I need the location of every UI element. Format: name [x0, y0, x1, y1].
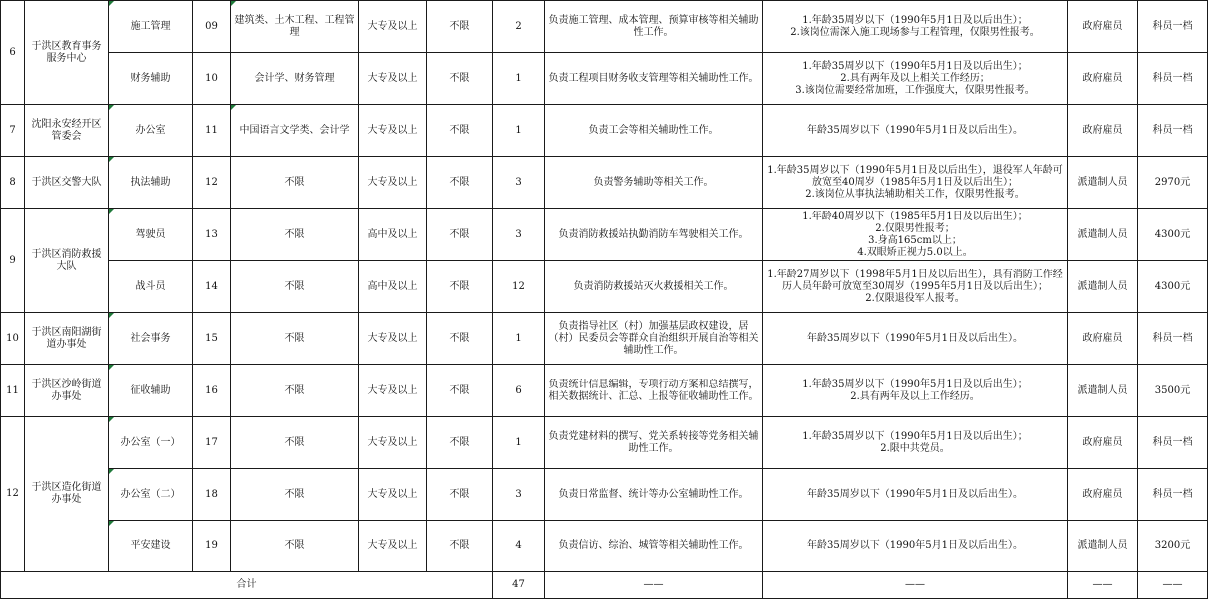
table-row: [1, 209, 1208, 261]
major-cell: 中国语言文学类、会计学: [231, 105, 359, 157]
table-row: [1, 417, 1208, 469]
num-cell: 6: [493, 365, 545, 417]
edu-cell: 大专及以上: [359, 53, 427, 105]
req-line: 2.该岗位需深入施工现场参与工程管理，仅限男性报考。: [790, 26, 1040, 38]
age-cell: 不限: [427, 53, 493, 105]
pay-cell: 科员一档: [1138, 313, 1208, 365]
type-cell: 政府雇员: [1068, 313, 1138, 365]
edu-cell: 大专及以上: [359, 469, 427, 521]
duty-text: 负责统计信息编辑，专项行动方案和总结撰写，相关数据统计、汇总、上报等征收辅助性工作。: [548, 378, 759, 402]
req-cell: [763, 521, 1068, 572]
duty-cell: 负责警务辅助等相关工作。: [545, 157, 763, 209]
seq-cell: 6: [1, 1, 25, 105]
type-cell: 派遣制人员: [1068, 209, 1138, 261]
pay-cell: 科员一档: [1138, 417, 1208, 469]
num-cell: 1: [493, 313, 545, 365]
type-cell: 政府雇员: [1068, 53, 1138, 105]
pay-cell: 科员一档: [1138, 105, 1208, 157]
req-line: 3.身高165cm以上；: [868, 234, 962, 246]
total-req-dash: ——: [763, 572, 1068, 599]
table-row: [1, 521, 1208, 572]
code-cell: 19: [193, 521, 231, 572]
req-cell: [763, 365, 1068, 417]
age-cell: 不限: [427, 157, 493, 209]
post-cell: 财务辅助: [109, 53, 193, 105]
major-cell: 不限: [231, 313, 359, 365]
req-line: 2.限中共党员。: [880, 442, 950, 454]
edu-cell: 大专及以上: [359, 521, 427, 572]
total-num: 47: [493, 572, 545, 599]
unit-cell: 于洪区交警大队: [25, 157, 109, 209]
table-row: [1, 261, 1208, 313]
duty-cell: 负责日常监督、统计等办公室辅助性工作。: [545, 469, 763, 521]
major-cell: 会计学、财务管理: [231, 53, 359, 105]
post-cell: 战斗员: [109, 261, 193, 313]
num-cell: 12: [493, 261, 545, 313]
num-cell: 3: [493, 157, 545, 209]
unit-cell: 沈阳永安经开区管委会: [25, 105, 109, 157]
code-cell: 09: [193, 1, 231, 53]
num-cell: 4: [493, 521, 545, 572]
req-cell: [763, 469, 1068, 521]
type-cell: 政府雇员: [1068, 469, 1138, 521]
type-cell: 政府雇员: [1068, 105, 1138, 157]
type-cell: 派遣制人员: [1068, 157, 1138, 209]
table-row: [1, 157, 1208, 209]
req-line: 3.该岗位需要经常加班，工作强度大，仅限男性报考。: [795, 84, 1035, 96]
post-cell: 平安建设: [109, 521, 193, 572]
req-cell: [763, 157, 1068, 209]
table-row: [1, 53, 1208, 105]
major-cell: 不限: [231, 365, 359, 417]
num-cell: 1: [493, 417, 545, 469]
code-cell: 18: [193, 469, 231, 521]
seq-cell: 9: [1, 209, 25, 313]
edu-cell: 高中及以上: [359, 261, 427, 313]
major-cell: 不限: [231, 417, 359, 469]
seq-cell: 12: [1, 417, 25, 572]
unit-cell: 于洪区造化街道办事处: [25, 417, 109, 572]
req-line: 1.年龄35周岁以下（1990年5月1日及以后出生）；: [802, 14, 1028, 26]
major-cell: 不限: [231, 469, 359, 521]
seq-cell: 11: [1, 365, 25, 417]
total-label: 合计: [1, 572, 493, 599]
req-line: 年龄35周岁以下（1990年5月1日及以后出生）。: [807, 540, 1023, 551]
req-cell: [763, 313, 1068, 365]
duty-cell: 负责消防救援站灭火救援相关工作。: [545, 261, 763, 313]
duty-cell: 负责党建材料的撰写、党关系转接等党务相关辅助性工作。: [545, 417, 763, 469]
duty-cell: 负责工会等相关辅助性工作。: [545, 105, 763, 157]
req-line: 年龄35周岁以下（1990年5月1日及以后出生）。: [807, 332, 1023, 344]
unit-cell: 于洪区消防救援大队: [25, 209, 109, 313]
age-cell: 不限: [427, 365, 493, 417]
total-type-dash: ——: [1068, 572, 1138, 599]
req-line: 1.年龄35周岁以下（1990年5月1日及以后出生）；: [802, 60, 1028, 72]
table-row: [1, 365, 1208, 417]
age-cell: 不限: [427, 105, 493, 157]
edu-cell: 大专及以上: [359, 157, 427, 209]
type-cell: 政府雇员: [1068, 417, 1138, 469]
post-cell: 办公室（一）: [109, 417, 193, 469]
major-cell: 不限: [231, 209, 359, 261]
req-cell: [763, 261, 1068, 313]
req-cell: [763, 105, 1068, 157]
num-cell: 3: [493, 469, 545, 521]
table-row: [1, 105, 1208, 157]
duty-cell: 负责消防救援站执勤消防车驾驶相关工作。: [545, 209, 763, 261]
age-cell: 不限: [427, 469, 493, 521]
duty-cell: 负责指导社区（村）加强基层政权建设，居（村）民委员会等群众自治组织开展自治等相关辅助性工作。: [545, 313, 763, 365]
req-cell: [763, 417, 1068, 469]
major-cell: 建筑类、土木工程、工程管理: [231, 1, 359, 53]
code-cell: 14: [193, 261, 231, 313]
pay-cell: 4300元: [1138, 261, 1208, 313]
duty-cell: 负责施工管理、成本管理、预算审核等相关辅助性工作。: [545, 1, 763, 53]
age-cell: 不限: [427, 313, 493, 365]
pay-cell: 2970元: [1138, 157, 1208, 209]
edu-cell: 大专及以上: [359, 105, 427, 157]
age-cell: 不限: [427, 1, 493, 53]
unit-cell: 于洪区南阳湖街道办事处: [25, 313, 109, 365]
table-row: [1, 1, 1208, 53]
post-cell: 执法辅助: [109, 157, 193, 209]
code-cell: 16: [193, 365, 231, 417]
table-row: [1, 469, 1208, 521]
pay-cell: 3200元: [1138, 521, 1208, 572]
req-line: 年龄35周岁以下（1990年5月1日及以后出生）。: [807, 124, 1023, 136]
unit-cell: 于洪区沙岭街道办事处: [25, 365, 109, 417]
num-cell: 3: [493, 209, 545, 261]
duty-cell: [545, 365, 763, 417]
table-row: [1, 313, 1208, 365]
age-cell: 不限: [427, 417, 493, 469]
req-line: 2.仅限男性报考；: [875, 222, 955, 234]
seq-cell: 10: [1, 313, 25, 365]
type-cell: 派遣制人员: [1068, 365, 1138, 417]
req-line: 4.双眼矫正视力5.0以上。: [857, 246, 973, 258]
req-line: 1.年龄35周岁以下（1990年5月1日及以后出生）；: [802, 378, 1028, 390]
edu-cell: 大专及以上: [359, 417, 427, 469]
unit-cell: 于洪区教育事务服务中心: [25, 1, 109, 105]
post-cell: 征收辅助: [109, 365, 193, 417]
edu-cell: 大专及以上: [359, 313, 427, 365]
seq-cell: 7: [1, 105, 25, 157]
code-cell: 11: [193, 105, 231, 157]
seq-cell: 8: [1, 157, 25, 209]
post-cell: 驾驶员: [109, 209, 193, 261]
code-cell: 13: [193, 209, 231, 261]
pay-cell: 4300元: [1138, 209, 1208, 261]
type-cell: 派遣制人员: [1068, 521, 1138, 572]
req-line: 2.具有两年及以上相关工作经历；: [840, 72, 990, 84]
req-line: 1.年龄35周岁以下（1990年5月1日及以后出生），退役军人年龄可放宽至40周岁（1985年5月1日及以后出生）；: [767, 164, 1063, 188]
age-cell: 不限: [427, 209, 493, 261]
req-cell: [763, 1, 1068, 53]
edu-cell: 大专及以上: [359, 1, 427, 53]
edu-cell: 大专及以上: [359, 365, 427, 417]
duty-cell: 负责工程项目财务收支管理等相关辅助性工作。: [545, 53, 763, 105]
total-pay-dash: ——: [1138, 572, 1208, 599]
post-cell: 施工管理: [109, 1, 193, 53]
req-line: 2.具有两年及以上工作经历。: [850, 390, 980, 402]
code-cell: 10: [193, 53, 231, 105]
edu-cell: 高中及以上: [359, 209, 427, 261]
major-cell: 不限: [231, 157, 359, 209]
major-cell: 不限: [231, 521, 359, 572]
major-cell: 不限: [231, 261, 359, 313]
code-cell: 12: [193, 157, 231, 209]
req-line: 2.仅限退役军人报考。: [865, 292, 965, 304]
pay-cell: 科员一档: [1138, 1, 1208, 53]
req-cell: [763, 53, 1068, 105]
code-cell: 15: [193, 313, 231, 365]
type-cell: 政府雇员: [1068, 1, 1138, 53]
pay-cell: 科员一档: [1138, 469, 1208, 521]
age-cell: 不限: [427, 521, 493, 572]
num-cell: 1: [493, 53, 545, 105]
req-cell: [763, 209, 1068, 261]
req-line: 2.该岗位从事执法辅助相关工作，仅限男性报考。: [805, 188, 1025, 200]
post-cell: 办公室: [109, 105, 193, 157]
total-row: [1, 572, 1208, 599]
type-cell: 派遣制人员: [1068, 261, 1138, 313]
total-duty-dash: ——: [545, 572, 763, 599]
post-cell: 办公室（二）: [109, 469, 193, 521]
req-line: 1.年龄35周岁以下（1990年5月1日及以后出生）；: [802, 430, 1028, 442]
post-cell: 社会事务: [109, 313, 193, 365]
duty-cell: 负责信访、综治、城管等相关辅助性工作。: [545, 521, 763, 572]
num-cell: 2: [493, 1, 545, 53]
code-cell: 17: [193, 417, 231, 469]
req-line: 1.年龄27周岁以下（1998年5月1日及以后出生），具有消防工作经历人员年龄可放宽至30周岁（1995年5月1日及以后出生）；: [767, 268, 1063, 292]
req-line: 年龄35周岁以下（1990年5月1日及以后出生）。: [807, 488, 1023, 500]
age-cell: 不限: [427, 261, 493, 313]
req-line: 1.年龄40周岁以下（1985年5月1日及以后出生）；: [802, 210, 1028, 222]
num-cell: 1: [493, 105, 545, 157]
pay-cell: 科员一档: [1138, 53, 1208, 105]
pay-cell: 3500元: [1138, 365, 1208, 417]
